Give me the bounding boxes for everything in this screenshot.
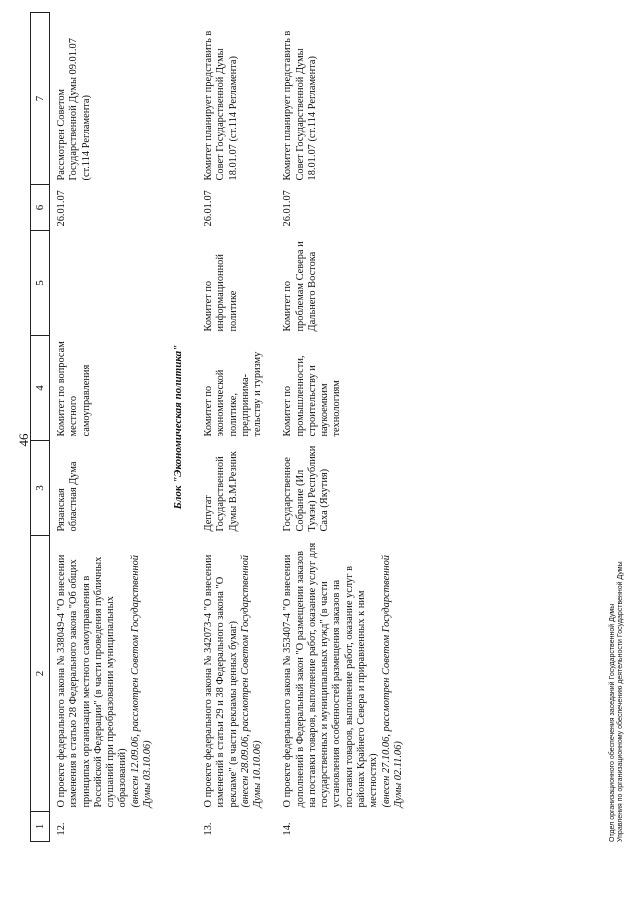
row-number: 14. [282,822,294,836]
section-row [166,13,197,842]
status-cell: Комитет планирует представить в Совет Государственной Думы 18.01.07 (ст.114 Регламента) [282,30,318,181]
row-number: 12. [56,822,67,836]
bill-title: О проекте федерального закона № 338049-4 "О внесении изменения в статью 28 Федерального закона "Об общих принципах организации местного самоуправления в Российской Федерации" (в части проведения публичных слушаний при преобразовании муниципальных образований) [56,554,129,808]
page-number: 46 [16,433,31,447]
column-header: 7 [31,13,50,185]
date-cell: 26.01.07 [56,190,67,227]
section-title: Блок "Экономическая политика" [172,344,185,510]
bill-title: О проекте федерального закона № 353407-4 "О внесении дополнений в Федеральный закон "О размещении заказов на поставки товаров, выполнение работ, оказание услуг для государственных и муниципальных нужд" (в части установления особенностей размещения заказов на поставки товаров, выполнение работ, оказание услуг в районах Крайнего Севера и приравненных к ним местностях) [282,542,380,808]
initiator-cell: Государственное Собрание (Ил Тумэн) Республики Саха (Якутия) [282,445,331,532]
bill-note: (внесен 12.09.06, рассмотрен Советом Государственной Думы 03.10.06) [129,555,153,808]
co-committee-cell: Комитет по информационной политике [203,254,239,332]
bill-cell [276,536,417,812]
initiator-cell: Депутат Государственной Думы В.М.Резник [203,451,239,532]
committee-cell: Комитет по промышленности, строительству и наукоемким технологиям [282,355,343,437]
committee-cell: Комитет по вопросам местного самоуправления [56,341,92,437]
table-row [276,13,417,842]
date-cell: 26.01.07 [282,190,294,227]
row-number: 13. [203,822,215,836]
bill-note: (внесен 28.09.06, рассмотрен Советом Государственной Думы 10.10.06) [239,555,264,808]
bill-cell [197,536,276,812]
bill-note: (внесен 27.10.06, рассмотрен Советом Государственной Думы 02.11.06) [380,555,404,808]
footer-line: Управления по организационному обеспечению деятельности Государственной Думы [617,561,625,842]
co-committee-cell [50,231,167,336]
initiator-cell: Рязанская областная Дума [56,461,80,532]
date-cell: 26.01.07 [203,190,215,227]
legislation-table [30,12,417,842]
status-cell: Комитет планирует представить в Совет Государственной Думы 18.01.07 (ст.114 Регламента) [203,30,239,181]
co-committee-cell: Комитет по проблемам Севера и Дальнего Востока [282,241,318,332]
column-header: 1 [31,812,50,842]
column-header: 4 [31,336,50,441]
column-number-row [31,13,50,842]
table-row [50,13,167,842]
table-row [197,13,276,842]
committee-cell: Комитет по экономической политике, предпринима-тельству и туризму [203,351,264,437]
footer-line: Отдел организационного обеспечения заседаний Государственной Думы [609,603,616,842]
bill-cell [50,536,167,812]
column-header: 5 [31,231,50,336]
status-cell: Рассмотрен Советом Государственной Думы 09.01.07 (ст.114 Регламента) [56,38,92,181]
column-header: 6 [31,185,50,231]
page-footer [609,561,626,842]
bill-title: О проекте федерального закона № 342073-4 "О внесении изменений в статьи 29 и 38 Федерального закона "О рекламе" (в части рекламы ценных бумаг) [203,554,239,808]
column-header: 2 [31,536,50,812]
column-header: 3 [31,441,50,536]
